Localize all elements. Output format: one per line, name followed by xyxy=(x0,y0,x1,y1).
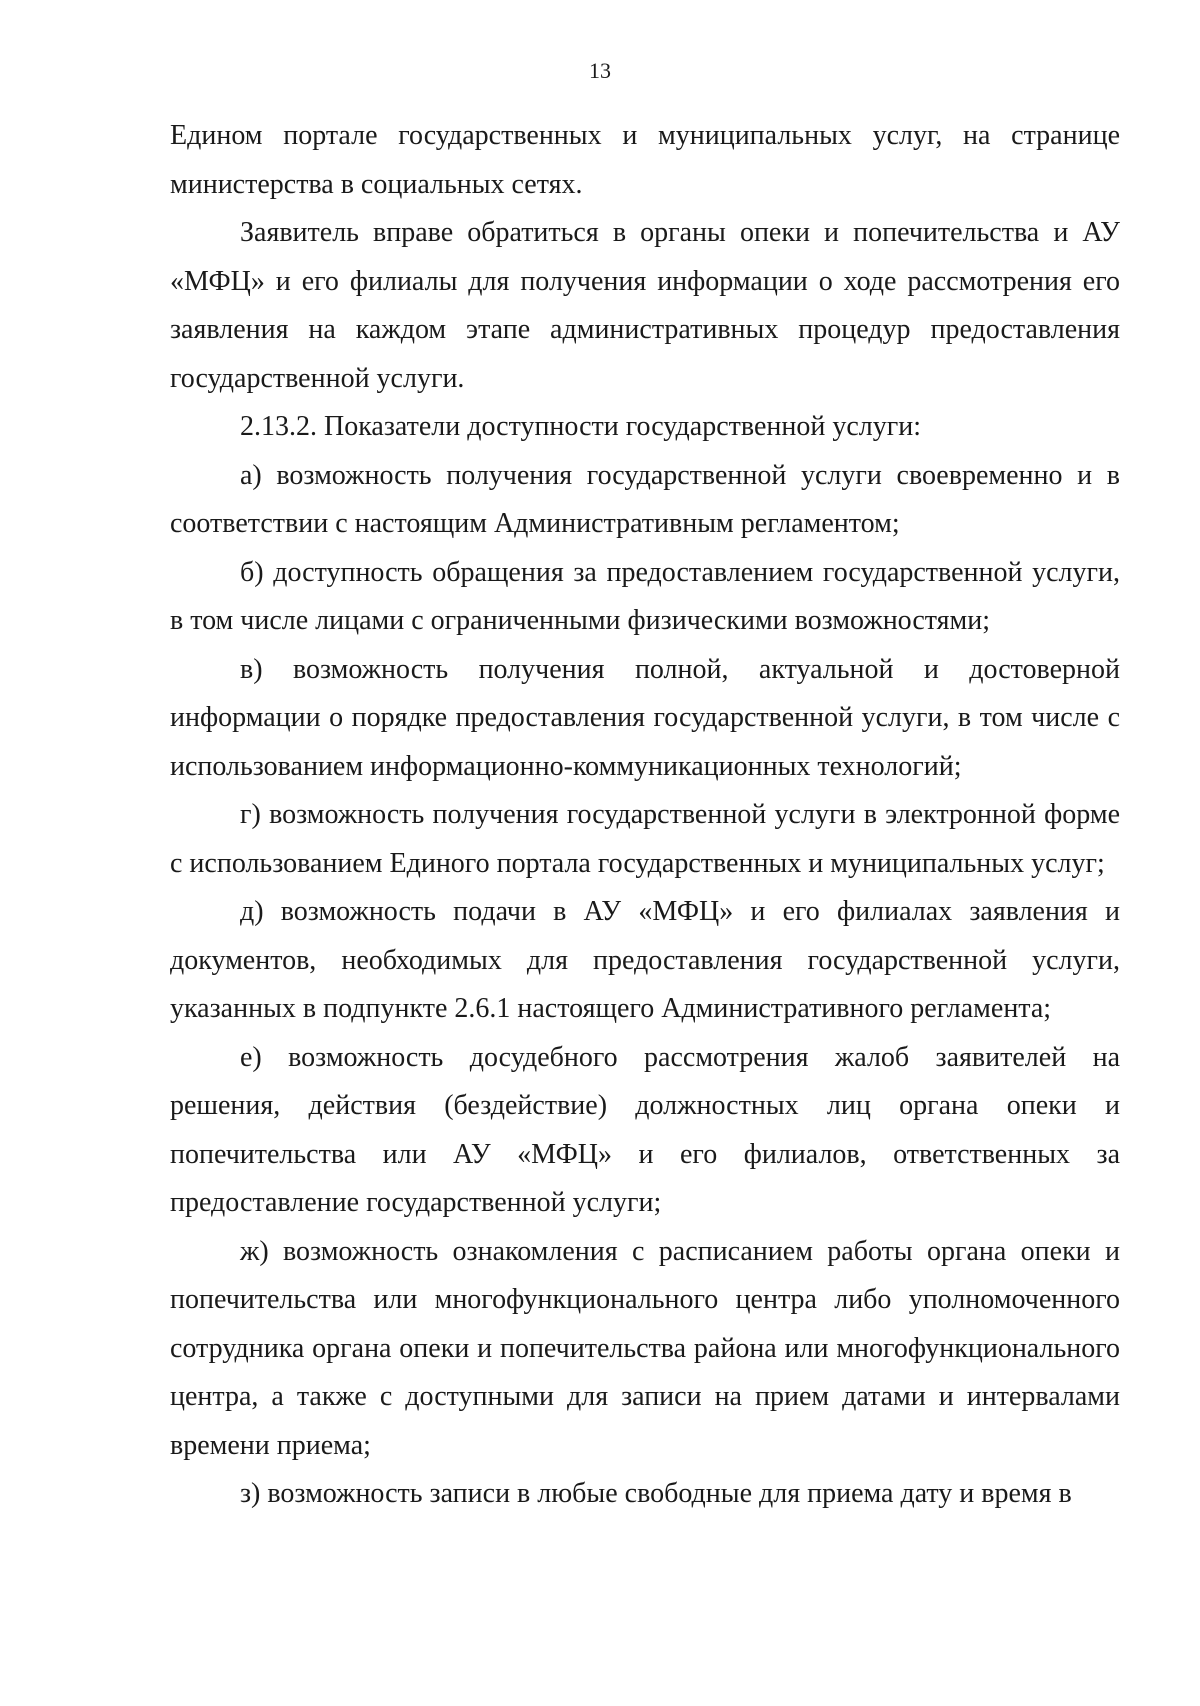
page-number: 13 xyxy=(589,58,611,83)
paragraph-continuation: Едином портале государственных и муниципальных услуг, на странице министерства в социальных сетях. xyxy=(170,120,1120,200)
list-item-z: з) возможность записи в любые свободные для приема дату и время в xyxy=(240,1478,1072,1509)
list-item-a: а) возможность получения государственной услуги своевременно и в соответствии с настоящим Административным регламентом; xyxy=(170,459,1120,539)
list-item-g: г) возможность получения государственной услуги в электронной форме с использованием Единого портала государственных и муниципальных услуг; xyxy=(170,799,1120,879)
list-item-e: е) возможность досудебного рассмотрения жалоб заявителей на решения, действия (бездействие) должностных лиц органа опеки и попечительства или АУ «МФЦ» и его филиалов, ответственных за предоставление государственной услуги; xyxy=(170,1041,1120,1218)
list-item-b: б) доступность обращения за предоставлением государственной услуги, в том числе лицами с ограниченными физическими возможностями; xyxy=(170,556,1120,636)
section-heading-2-13-2: 2.13.2. Показатели доступности государственной услуги: xyxy=(240,411,921,442)
list-item-v: в) возможность получения полной, актуальной и достоверной информации о порядке предоставления государственной услуги, в том числе с использованием информационно-коммуникационных технологий; xyxy=(170,653,1120,782)
list-item-d: д) возможность подачи в АУ «МФЦ» и его филиалах заявления и документов, необходимых для предоставления государственной услуги, указанных в подпункте 2.6.1 настоящего Административного регламента; xyxy=(170,896,1120,1024)
list-item-zh: ж) возможность ознакомления с расписанием работы органа опеки и попечительства или многофункционального центра либо уполномоченного сотрудника органа опеки и попечительства района или многофункционального центра, а также с доступными для записи на прием датами и интервалами времени приема; xyxy=(170,1235,1120,1461)
paragraph-applicant-right: Заявитель вправе обратиться в органы опеки и попечительства и АУ «МФЦ» и его филиалы для получения информации о ходе рассмотрения его заявления на каждом этапе административных процедур предоставления государственной услуги. xyxy=(170,217,1120,394)
document-body xyxy=(170,112,1120,1519)
